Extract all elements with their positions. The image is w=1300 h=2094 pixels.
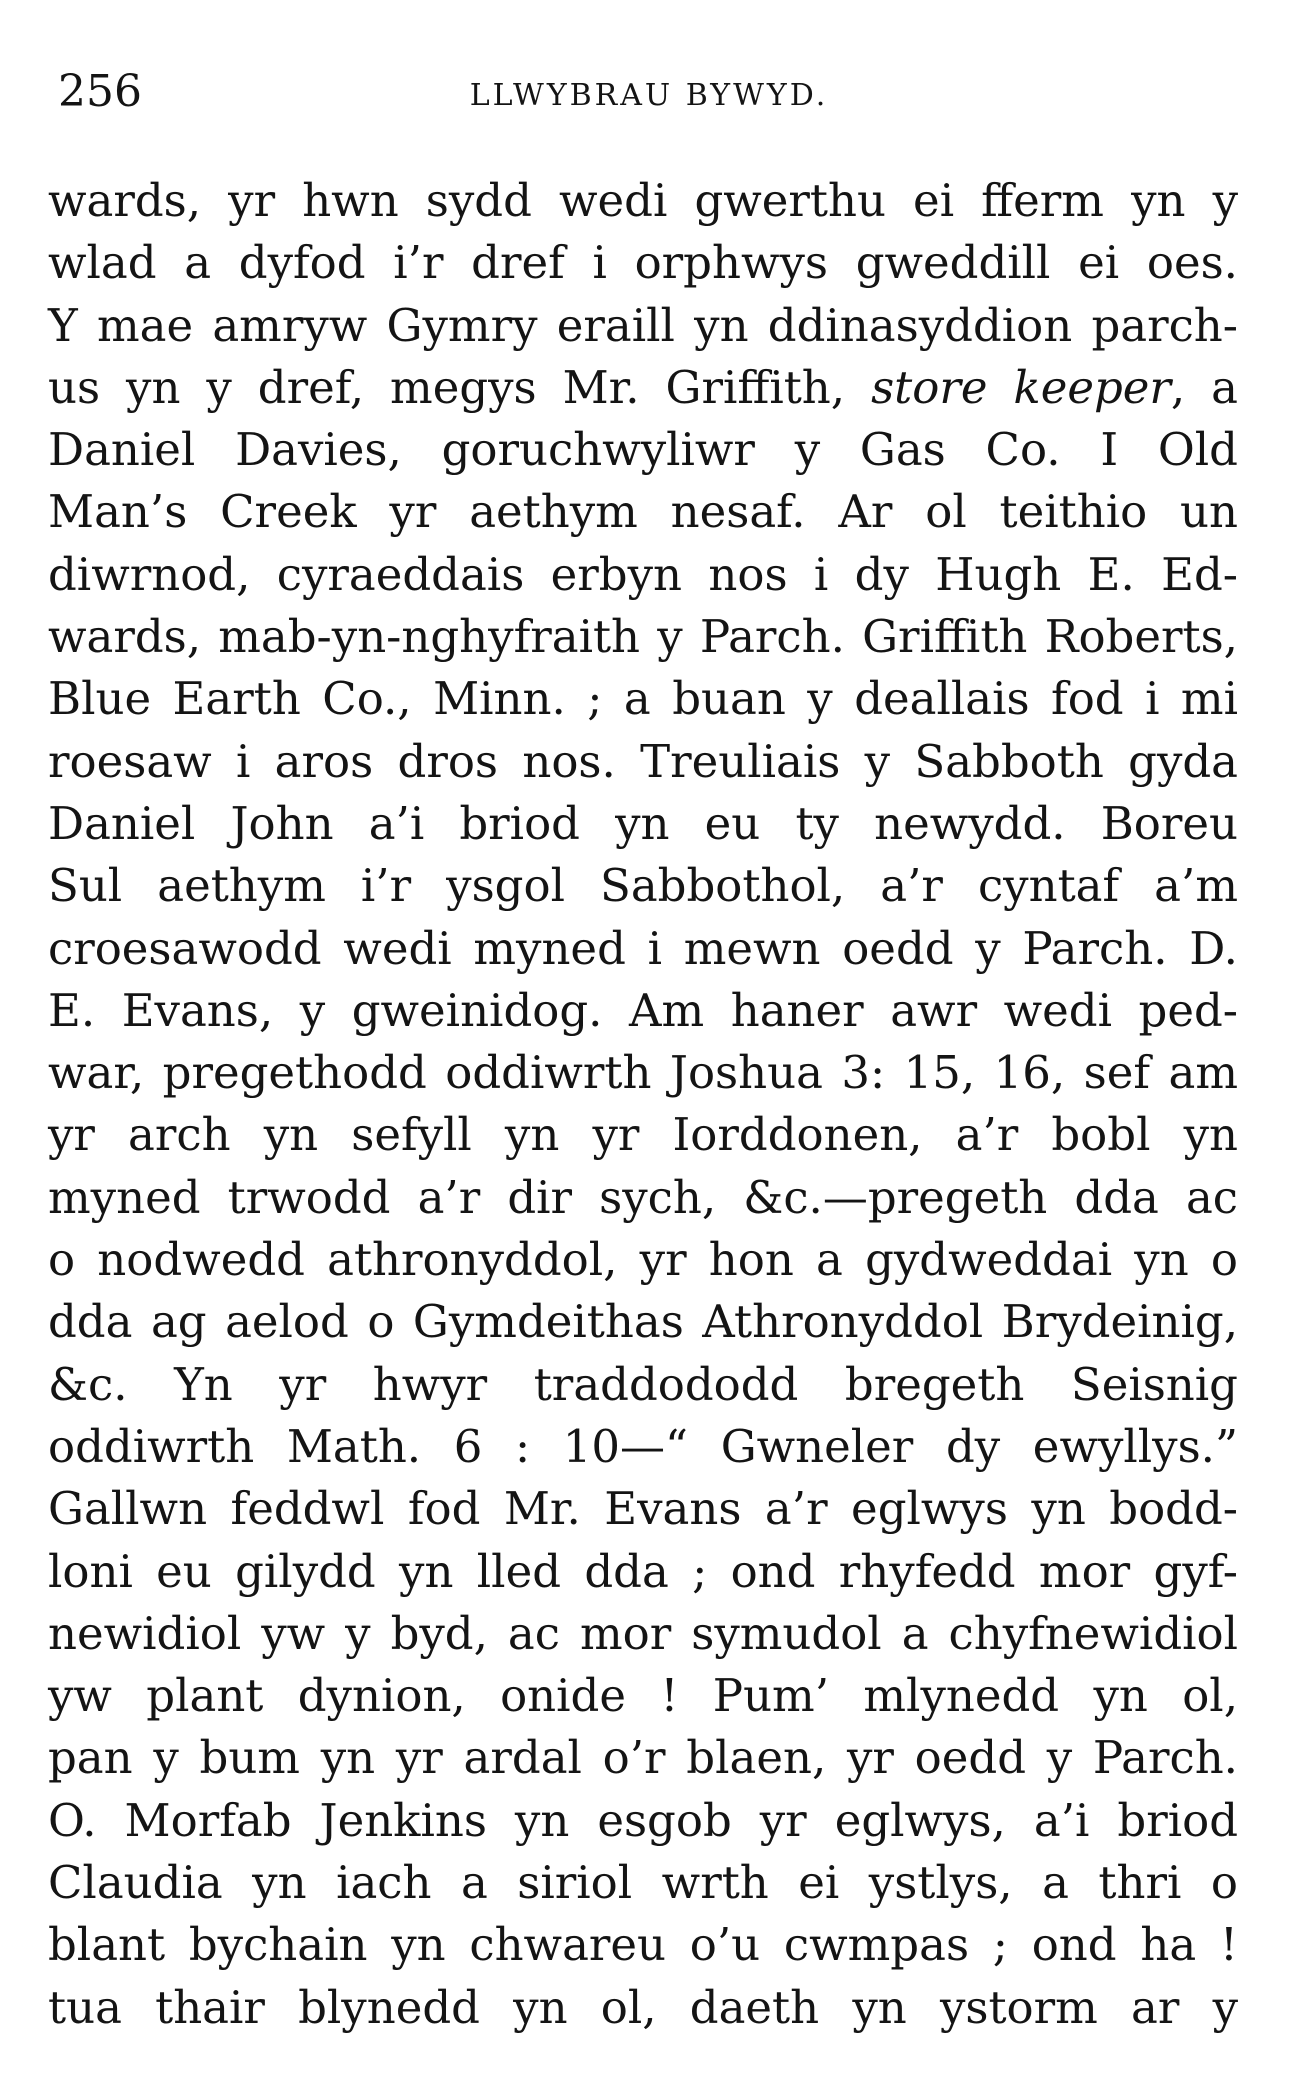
text-line: &c. Yn yr hwyr traddododd bregeth Seisnig xyxy=(48,1357,1238,1411)
running-title: LLWYBRAU BYWYD. xyxy=(469,78,829,113)
text-line: Claudia yn iach a siriol wrth ei ystlys, a thri o xyxy=(48,1856,1238,1910)
text-line: yr arch yn sefyll yn yr Iorddonen, a’r bobl yn xyxy=(48,1108,1238,1162)
text-line: o nodwedd athronyddol, yr hon a gydweddai yn o xyxy=(48,1233,1238,1287)
text-line: myned trwodd a’r dir sych, &c.—pregeth dda ac xyxy=(48,1170,1238,1224)
text-line: war, pregethodd oddiwrth Joshua 3: 15, 16, sef am xyxy=(48,1046,1238,1100)
text-line: Daniel Davies, goruchwyliwr y Gas Co. I Old xyxy=(48,423,1238,477)
text-line: croesawodd wedi myned i mewn oedd y Parch. D. xyxy=(48,921,1238,975)
italic-phrase: store keeper xyxy=(871,360,1171,414)
text-line: wards, yr hwn sydd wedi gwerthu ei fferm yn y xyxy=(48,174,1238,227)
text-line-start: us yn y dref, megys Mr. Griffith, xyxy=(48,360,846,414)
text-line: Y mae amryw Gymry eraill yn ddinasyddion parch- xyxy=(48,298,1238,352)
text-line: newidiol yw y byd, ac mor symudol a chyfnewidiol xyxy=(48,1606,1238,1660)
text-line: O. Morfab Jenkins yn esgob yr eglwys, a’i briod xyxy=(48,1793,1238,1847)
text-line: Blue Earth Co., Minn. ; a buan y deallais fod i mi xyxy=(48,672,1238,726)
text-line: tua thair blynedd yn ol, daeth yn ystorm ar y xyxy=(48,1980,1238,2034)
page-number: 256 xyxy=(58,66,142,117)
text-line: wards, mab-yn-nghyfraith y Parch. Griffith Roberts, xyxy=(48,610,1238,664)
text-line: Sul aethym i’r ysgol Sabbothol, a’r cyntaf a’m xyxy=(48,859,1238,913)
text-line: pan y bum yn yr ardal o’r blaen, yr oedd y Parch. xyxy=(48,1731,1238,1785)
text-line: oddiwrth Math. 6 : 10—“ Gwneler dy ewyllys.” xyxy=(48,1419,1238,1473)
text-line: diwrnod, cyraeddais erbyn nos i dy Hugh E. Ed- xyxy=(48,547,1238,601)
text-line: Gallwn feddwl fod Mr. Evans a’r eglwys yn bodd- xyxy=(48,1482,1238,1536)
text-line: yw plant dynion, onide ! Pum’ mlynedd yn ol, xyxy=(48,1669,1238,1723)
text-line: Man’s Creek yr aethym nesaf. Ar ol teithio un xyxy=(48,485,1238,539)
text-line: dda ag aelod o Gymdeithas Athronyddol Brydeinig, xyxy=(48,1295,1238,1349)
text-line: loni eu gilydd yn lled dda ; ond rhyfedd mor gyf- xyxy=(48,1544,1238,1598)
running-head xyxy=(58,62,1240,122)
text-line-end: , a xyxy=(1170,360,1239,414)
text-line: roesaw i aros dros nos. Treuliais y Sabboth gyda xyxy=(48,734,1238,788)
text-line: E. Evans, y gweinidog. Am haner awr wedi ped- xyxy=(48,983,1238,1037)
text-line: wlad a dyfod i’r dref i orphwys gweddill ei oes. xyxy=(48,236,1238,290)
text-line xyxy=(48,357,1238,419)
text-line: Daniel John a’i briod yn eu ty newydd. Boreu xyxy=(48,796,1238,850)
text-line: blant bychain yn chwareu o’u cwmpas ; ond ha ! xyxy=(48,1918,1238,1972)
body-text xyxy=(48,170,1238,2039)
